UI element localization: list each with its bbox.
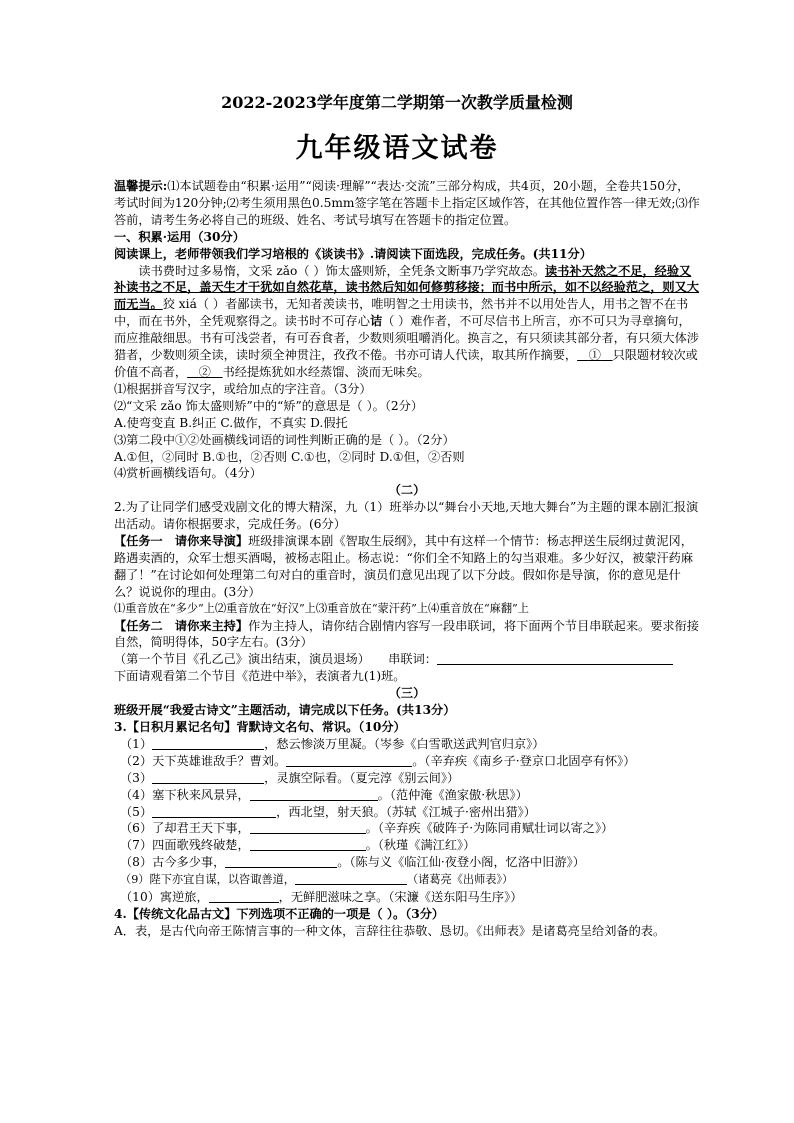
fill-line-number: （10） — [120, 890, 160, 905]
task1-options: ⑴重音放在“多少”上⑵重音放在“好汉”上⑶重音放在“蒙汗药”上⑷重音放在“麻翻”上 — [114, 601, 529, 615]
answer-blank[interactable] — [152, 736, 264, 750]
answer-blank[interactable] — [286, 753, 412, 767]
section2-heading: （二） — [388, 483, 426, 498]
task1 — [114, 533, 700, 601]
page-title: 九年级语文试卷 — [295, 133, 499, 164]
answer-blank[interactable] — [250, 837, 366, 851]
blank-mark-2: ② — [198, 364, 211, 379]
fill-line — [114, 820, 700, 837]
fill-line-number: （3） — [120, 770, 153, 785]
section3-intro: 班级开展“我爱古诗文”主题活动，请完成以下任务。(共13分） — [114, 703, 456, 718]
exam-line: 2022-2023学年度第二学期第一次教学质量检测 — [221, 93, 573, 112]
fill-line-number: （9） — [120, 873, 150, 887]
section3-heading: （三） — [388, 686, 426, 701]
fill-line-post: 。（辛弃疾《南乡子·登京口北固亭有怀》） — [412, 753, 636, 768]
answer-blank[interactable] — [225, 854, 337, 868]
fill-line — [114, 889, 700, 906]
q1-2-options: A.使弯变直 B.纠正 C.做作，不真实 D.假托 — [114, 415, 348, 430]
fill-line-pre: 塞下秋来风景异， — [152, 787, 250, 802]
passage-a: 读书费时过多易惰，文采 zǎo（ ）饰太盛则矫，全凭条文断事乃学究故态。 — [138, 263, 545, 278]
fill-line-number: （5） — [120, 804, 153, 819]
tip-text: ⑴本试题卷由“积累·运用”“阅读·理解”“表达·交流”三部分构成，共4页，20小题，全卷共150分，考试时间为120分钟;⑵考生须用黑色0.5mm签字笔在答题卡上指定区域作答，在其他位置作答一律无效;⑶作答前，请考生务必将自己的班级、姓名、考试号填写在答题卡的指定位置。 — [114, 179, 700, 227]
fill-line-post: 。（秋瑾《满江红》） — [365, 838, 476, 853]
q1-passage — [114, 263, 700, 381]
fill-line-pre: 四面歌残终破楚， — [152, 838, 250, 853]
q1-2: ⑵“文采 zǎo 饰太盛则矫”中的“矫”的意思是（ ）。（2分） — [114, 398, 424, 413]
fill-line-pre: 古今多少事， — [152, 855, 226, 870]
fill-line-post: ，无鲜肥滋味之享。（宋濂《送东阳马生序》） — [278, 890, 523, 905]
passage-b: 狡 xiá（ ）者鄙读书，无知者羡读书，唯明智之士用读书，然书并不以用处告人，用书之智不在书中，而在书外，全凭观察得之。读书时不可存心 — [114, 297, 689, 329]
fill-line — [114, 837, 700, 854]
tip-paragraph — [114, 178, 700, 229]
task2-label: 【任务二 请你来主持】 — [114, 618, 249, 633]
fill-line-pre: 寓逆旅， — [159, 890, 209, 905]
fill-line — [114, 736, 700, 753]
q1-intro: 阅读课上，老师带领我们学习培根的《谈读书》.请阅读下面选段，完成任务。(共11分） — [114, 246, 592, 261]
q4-title: 4.【传统文化品古文】下列选项不正确的一项是（ ）。（3分） — [114, 906, 445, 921]
section1-heading: 一、积累·运用（30分） — [114, 229, 245, 244]
passage-d: 只限题材较次或价值不高者， — [114, 348, 698, 379]
fill-line-post: 。（辛弃疾《破阵子·为陈同甫赋壮词以寄之》） — [365, 821, 614, 836]
fill-line — [114, 871, 700, 889]
task2-text: 作为主持人，请你结合剧情内容写一段串联词，将下面两个节目串联起来。要求衔接自然，简明得体，50字左右。(3分） — [114, 618, 699, 650]
answer-blank[interactable] — [250, 787, 378, 801]
fill-line-number: （7） — [120, 838, 153, 853]
fill-line-post: 。（陈与义《临江仙·夜登小阁，忆洛中旧游》） — [337, 855, 585, 870]
answer-blank[interactable] — [152, 770, 264, 784]
fill-line — [114, 804, 700, 821]
task2 — [114, 618, 700, 652]
answer-blank[interactable] — [437, 651, 673, 665]
q3-title: 3.【日积月累记名句】背默诗文名句、常识。（10分） — [114, 720, 406, 734]
q2-intro: 2.为了让同学们感受戏剧文化的博大精深，九（1）班举办以“舞台小天地,天地大舞台”为主题的课本剧汇报演出活动。请你根据要求，完成任务。(6分） — [114, 500, 699, 532]
q1-3-options: A.①但，②同时 B.①也，②否则 C.①也，②同时 D.①但，②否则 — [114, 449, 465, 464]
fill-line — [114, 787, 700, 804]
task2-item2: 下面请观看第二个节目《范进中举》，表演者九(1)班。 — [114, 669, 406, 684]
q4-option-a: A．表，是古代向帝王陈情言事的一种文体，言辞往往恭敬、恳切。《出师表》是诸葛亮呈给刘备的表。 — [114, 923, 666, 938]
passage-c: （ ）难作者，不可尽信书上所言，亦不可只为寻章摘句，而应推敲细思。书有可浅尝者，有可吞食者，少数则须咀嚼消化。换言之，有只须读其部分者，有只须大体涉猎者，少数则须全读，读时须全神贯注，孜孜不倦。书亦可请人代读，取其所作摘要， — [114, 314, 699, 363]
fill-line-pre: 陛下亦宜自谋，以咨诹善道， — [149, 873, 295, 887]
blank-mark-1: ① — [588, 348, 601, 363]
fill-line-post: ，愁云惨淡万里凝。（岑参《白雪歌送武判官归京》） — [264, 736, 545, 751]
fill-line-pre: 了却君王天下事， — [152, 821, 250, 836]
task1-text: 班级排演课本剧《智取生辰纲》，其中有这样一个情节：杨志押送生辰纲过黄泥冈，路遇卖酒的，众军士想买酒喝，被杨志阻止。杨志说：“你们全不知路上的勾当艰难。多少好汉，被蒙汗药麻翻了！”在讨论如何处理第二句对白的重音时，演员们意见出现了以下分歧。假如你是导演，你的意见是什么？说说你的理由。(3分） — [114, 534, 694, 599]
fill-line — [114, 854, 700, 871]
task1-label: 【任务一 请你来导演】 — [114, 534, 249, 549]
fill-line — [114, 753, 700, 770]
answer-blank[interactable] — [152, 804, 276, 818]
fill-line-number: （4） — [120, 787, 153, 802]
passage-e: 书经提炼犹如水经蒸馏、淡而无味矣。 — [222, 364, 430, 379]
answer-blank[interactable] — [250, 820, 366, 834]
tip-label: 温馨提示: — [114, 179, 168, 193]
fill-line-number: （2） — [120, 753, 153, 768]
answer-blank[interactable] — [295, 871, 407, 885]
q1-4: ⑷赏析画横线语句。（4分） — [114, 466, 262, 481]
fill-line-post: ，西北望，射天狼。（苏轼《江城子·密州出猎》） — [276, 804, 536, 819]
q1-3: ⑶第二段中①②处画横线词语的词性判断正确的是（ ）。（2分） — [114, 432, 455, 447]
exam-body — [114, 178, 700, 940]
poem-lines — [114, 736, 700, 906]
task2-item1: （第一个节目《孔乙己》演出结束，演员退场） 串联词： — [114, 651, 700, 668]
answer-blank[interactable] — [209, 889, 279, 903]
fill-line — [114, 770, 700, 787]
fill-line-post: ，灵旗空际看。（夏完淳《别云间》） — [264, 770, 460, 785]
fill-line-number: （8） — [120, 855, 153, 870]
fill-line-number: （1） — [120, 736, 153, 751]
passage-dotted-char: 诘 — [369, 314, 383, 329]
fill-line-post: 。（范仲淹《渔家傲·秋思》） — [377, 787, 528, 802]
q1-1: ⑴根据拼音写汉字，或给加点的字注音。（3分） — [114, 381, 372, 396]
fill-line-post: （诸葛亮《出师表》） — [406, 873, 514, 887]
fill-line-pre: 天下英雄谁敌手？曹刘。 — [152, 753, 287, 768]
fill-line-number: （6） — [120, 821, 153, 836]
passage-underlined: 读书补天然之不足，经验又补读书之不足，盖天生才干犹如自然花草，读书然后知如何修剪移接；而书中所示，如不以经验范之，则又大而无当。 — [114, 263, 699, 312]
